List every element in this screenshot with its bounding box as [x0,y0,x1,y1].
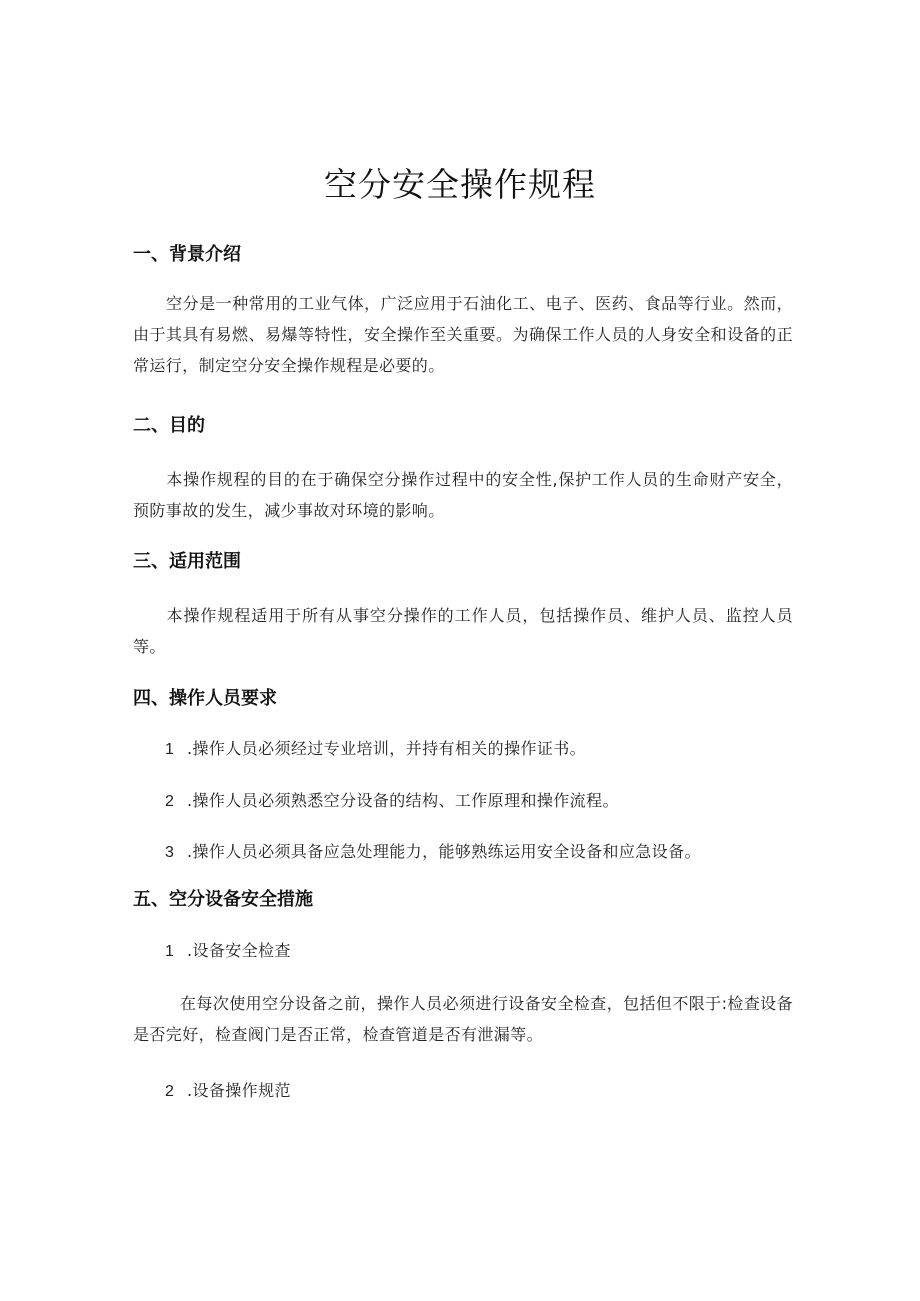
section-heading-background: 一、背景介绍 [133,244,241,265]
paragraph-text: 空分是一种常用的工业气体，广泛应用于石油化工、电子、医药、食品等行业。然而，由于其具有易燃、易爆等特性，安全操作至关重要。为确保工作人员的人身安全和设备的正常运行，制定空分安全操作规程是必要的。 [133,294,793,375]
item-number: 2 [165,793,175,810]
item-number: 3 [165,844,175,861]
requirement-item-1 [165,736,586,763]
section-heading-scope: 三、适用范围 [133,551,241,572]
section-paragraph-purpose [133,464,793,526]
section-paragraph-scope [133,600,793,662]
section-paragraph-background [133,288,793,381]
item-text: .设备安全检查 [187,941,291,960]
section-heading-requirements: 四、操作人员要求 [133,688,277,709]
item-text: .设备操作规范 [187,1081,291,1100]
paragraph-text: 在每次使用空分设备之前，操作人员必须进行设备安全检查，包括但不限于:检查设备是否完好，检查阀门是否正常，检查管道是否有泄漏等。 [133,994,793,1044]
item-text: .操作人员必须熟悉空分设备的结构、工作原理和操作流程。 [187,791,619,810]
requirement-item-2 [165,788,619,815]
subsection-operation-rules [165,1078,291,1105]
item-number: 1 [165,741,175,758]
requirement-item-3 [165,839,701,866]
paragraph-text: 本操作规程适用于所有从事空分操作的工作人员，包括操作员、维护人员、监控人员等。 [133,606,793,656]
item-text: .操作人员必须具备应急处理能力，能够熟练运用安全设备和应急设备。 [187,842,701,861]
paragraph-text: 本操作规程的目的在于确保空分操作过程中的安全性,保护工作人员的生命财产安全，预防事故的发生，减少事故对环境的影响。 [133,470,793,520]
item-number: 1 [165,943,175,960]
section-heading-equipment-safety: 五、空分设备安全措施 [133,889,313,910]
item-number: 2 [165,1083,175,1100]
subsection-equipment-check [165,938,291,965]
document-title: 空分安全操作规程 [324,165,596,204]
section-heading-purpose: 二、目的 [133,415,205,436]
item-text: .操作人员必须经过专业培训，并持有相关的操作证书。 [187,739,587,758]
section-paragraph-equipment-check [133,988,793,1050]
